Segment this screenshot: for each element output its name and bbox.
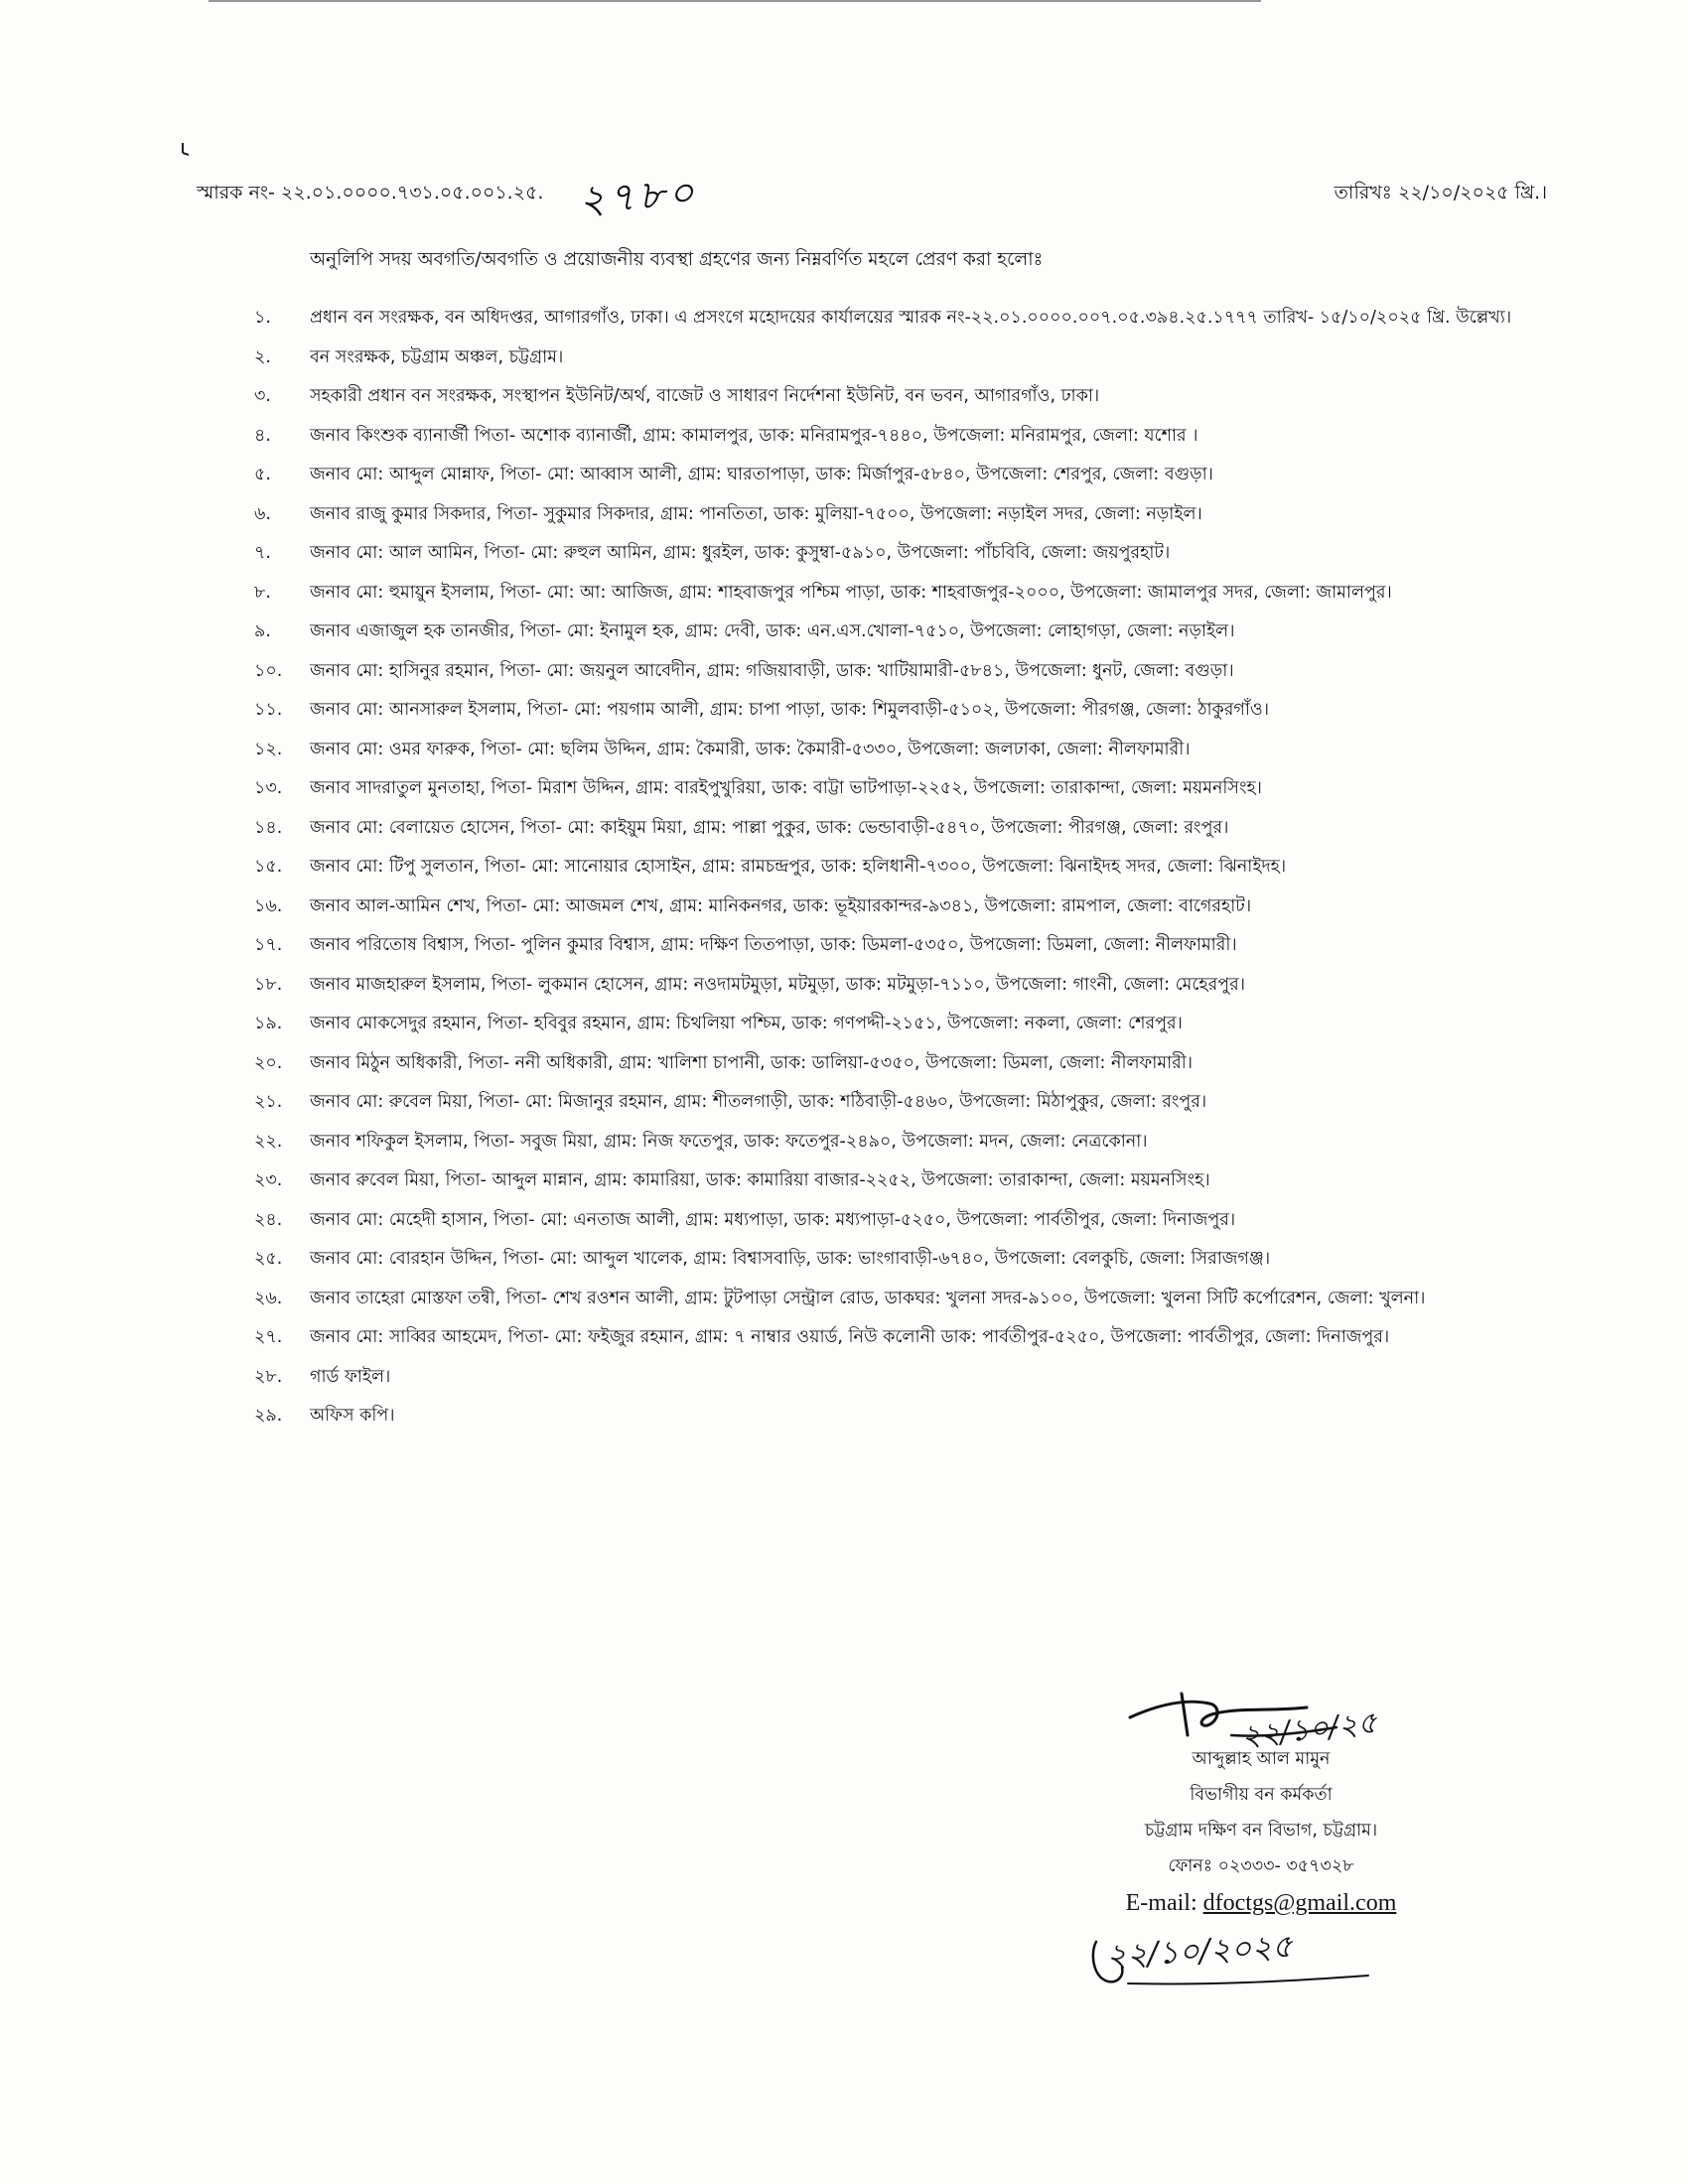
list-item-number: ৮. [254,582,271,603]
list-item-number: ১২. [254,739,283,759]
list-item [254,928,1531,964]
email-label: E-mail: [1125,1890,1197,1916]
list-item-text: জনাব মো: বেলায়েত হোসেন, পিতা- মো: কাইয়ুম মিয়া, গ্রাম: পাল্লা পুকুর, ডাক: ভেন্ডাবাড়ী-৫৪৭০, উপজেলা: পীরগঞ্জ, জেলা: রংপুর। [310,817,1229,838]
list-item [254,850,1531,886]
list-item-text: জনাব মো: রুবেল মিয়া, পিতা- মো: মিজানুর রহমান, গ্রাম: শীতলগাড়ী, ডাক: শঠিবাড়ী-৫৪৬০, উপজেলা: মিঠাপুকুর, জেলা: রংপুর। [310,1092,1207,1112]
memo-number: স্মারক নং- ২২.০১.০০০০.৭৩১.০৫.০০১.২৫. [197,182,544,204]
list-item [254,654,1531,690]
list-item [254,1046,1531,1082]
list-item-text: জনাব রাজু কুমার সিকদার, পিতা- সুকুমার সিকদার, গ্রাম: পানতিতা, ডাক: মুলিয়া-৭৫০০, উপজেলা: নড়াইল সদর, জেলা: নড়াইল। [310,503,1202,524]
list-item-number: ১৫. [254,857,283,877]
list-item-text: জনাব মো: আনসারুল ইসলাম, পিতা- মো: পয়গাম আলী, গ্রাম: চাপা পাড়া, ডাক: শিমুলবাড়ী-৫১০২, উপজেলা: পীরগঞ্জ, জেলা: ঠাকুরগাঁও। [310,700,1270,720]
list-item-number: ১১. [254,700,283,720]
list-item-number: ২৪. [254,1209,283,1230]
recipient-list [254,301,1531,1438]
list-item-text: গার্ড ফাইল। [310,1366,391,1387]
list-item-number: ২৭. [254,1327,283,1347]
list-item [254,811,1531,847]
signatory-designation: বিভাগীয় বন কর্মকর্তা [1190,1785,1333,1805]
list-item [254,576,1531,612]
list-item-text: জনাব এজাজুল হক তানজীর, পিতা- মো: ইনামুল হক, গ্রাম: দেবী, ডাক: এন.এস.খোলা-৭৫১০, উপজেলা: লোহাগড়া, জেলা: নড়াইল। [310,621,1235,641]
list-item-text: জনাব মো: হাসিনুর রহমান, পিতা- মো: জয়নুল আবেদীন, গ্রাম: গজিয়াবাড়ী, ডাক: খাটিয়ামারী-৫৮৪১, উপজেলা: ধুনট, জেলা: বগুড়া। [310,660,1234,681]
list-item-number: ২৫. [254,1249,283,1269]
list-item-text: অফিস কপি। [310,1406,395,1426]
scan-edge-mark [209,0,1261,8]
list-item [254,733,1531,768]
list-item-text: জনাব মো: ওমর ফারুক, পিতা- মো: ছলিম উদ্দিন, গ্রাম: কৈমারী, ডাক: কৈমারী-৫৩৩০, উপজেলা: জলঢাকা, জেলা: নীলফামারী। [310,739,1191,759]
list-item-number: ১৭. [254,935,283,955]
list-item-text: জনাব আল-আমিন শেখ, পিতা- মো: আজমল শেখ, গ্রাম: মানিকনগর, ডাক: ভূইয়ারকান্দর-৯৩৪১, উপজেলা: রামপাল, জেলা: বাগেরহাট। [310,895,1252,916]
list-item-text: জনাব মো: টিপু সুলতান, পিতা- মো: সানোয়ার হোসাইন, গ্রাম: রামচন্দ্রপুর, ডাক: হলিধানী-৭৩০০, উপজেলা: ঝিনাইদহ সদর, জেলা: ঝিনাইদহ। [310,857,1287,877]
list-item-number: ৬. [254,503,271,524]
list-item-number: ৭. [254,543,271,563]
list-item-text: প্রধান বন সংরক্ষক, বন অধিদপ্তর, আগারগাঁও, ঢাকা। এ প্রসংগে মহোদয়ের কার্যালয়ের স্মারক নং-২২.০১.০০০০.০০৭.০৫.৩৯৪.২৫.১৭৭৭ তারিখ- ১৫/১০/২০২৫ খ্রি. উল্লেখ্য। [310,308,1512,328]
list-item-text: জনাব কিংশুক ব্যানার্জী পিতা- অশোক ব্যানার্জী, গ্রাম: কামালপুর, ডাক: মনিরামপুর-৭৪৪০, উপজেলা: মনিরামপুর, জেলা: যশোর । [310,425,1198,446]
list-item-number: ১৩. [254,778,283,798]
list-item [254,1163,1531,1199]
list-item-text: জনাব মো: বোরহান উদ্দিন, পিতা- মো: আব্দুল খালেক, গ্রাম: বিশ্বাসবাড়ি, ডাক: ভাংগাবাড়ী-৬৭৪০, উপজেলা: বেলকুচি, জেলা: সিরাজগঞ্জ। [310,1249,1271,1269]
initial-date: ২২/১০/২০২৫ [1105,1927,1294,1975]
list-item [254,614,1531,650]
signatory-office: চট্টগ্রাম দক্ষিণ বন বিভাগ, চট্টগ্রাম। [1144,1821,1378,1841]
memo-header [197,165,1547,224]
list-item-text: জনাব মো: আল আমিন, পিতা- মো: রুহুল আমিন, গ্রাম: ধুরইল, ডাক: কুসুম্বা-৫৯১০, উপজেলা: পাঁচবিবি, জেলা: জয়পুরহাট। [310,543,1171,563]
list-item [254,771,1531,807]
list-item-text: জনাব সাদরাতুল মুনতাহা, পিতা- মিরাশ উদ্দিন, গ্রাম: বারইপুখুরিয়া, ডাক: বাট্টা ভাটপাড়া-২২৫২, উপজেলা: তারাকান্দা, জেলা: ময়মনসিংহ। [310,778,1262,798]
list-item [254,889,1531,925]
list-item-text: জনাব তাহেরা মোস্তফা তন্বী, পিতা- শেখ রওশন আলী, গ্রাম: টুটপাড়া সেন্ট্রাল রোড, ডাকঘর: খুলনা সদর-৯১০০, উপজেলা: খুলনা সিটি কর্পোরেশন, জেলা: খুলনা। [310,1288,1426,1308]
list-item-number: ২. [254,346,271,367]
list-item [254,1125,1531,1160]
list-item-number: ৯. [254,621,271,641]
list-item-number: ২৬. [254,1288,283,1308]
list-item-number: ১০. [254,660,283,681]
list-item [254,458,1531,493]
memo-handwritten-number: ২৭৮০ [577,169,700,224]
list-item [254,1007,1531,1042]
list-item-text: জনাব শফিকুল ইসলাম, পিতা- সবুজ মিয়া, গ্রাম: নিজ ফতেপুর, ডাক: ফতেপুর-২৪৯০, উপজেলা: মদন, জেলা: নেত্রকোনা। [310,1131,1148,1152]
list-item-number: ১. [254,308,271,328]
signatory-phone: ফোনঃ ০২৩৩৩- ৩৫৭৩২৮ [1168,1856,1354,1876]
list-item [254,1085,1531,1121]
list-item-number: ২৮. [254,1366,283,1387]
list-item-text: জনাব মাজহারুল ইসলাম, পিতা- লুকমান হোসেন, গ্রাম: নওদামটমুড়া, মটমুড়া, ডাক: মটমুড়া-৭১১০, উপজেলা: গাংনী, জেলা: মেহেরপুর। [310,974,1245,995]
signatory-name: আব্দুল্লাহ আল মামুন [1192,1749,1331,1769]
list-item-text: জনাব মো: হুমায়ুন ইসলাম, পিতা- মো: আ: আজিজ, গ্রাম: শাহবাজপুর পশ্চিম পাড়া, ডাক: শাহবাজপুর-২০০০, উপজেলা: জামালপুর সদর, জেলা: জামালপুর। [310,582,1392,603]
list-item-number: ৪. [254,425,271,446]
list-item [254,693,1531,729]
signature-block [1053,1678,1470,2015]
list-item [254,1360,1531,1396]
signatory-details [1053,1741,1470,1922]
list-item-number: ৫. [254,465,271,484]
list-item-text: জনাব মো: সাব্বির আহমেদ, পিতা- মো: ফইজুর রহমান, গ্রাম: ৭ নাম্বার ওয়ার্ড, নিউ কলোনী ডাক: পার্বতীপুর-৫২৫০, উপজেলা: পার্বতীপুর, জেলা: দিনাজপুর। [310,1327,1390,1347]
email-link[interactable]: dfoctgs@gmail.com [1202,1890,1397,1916]
list-item [254,1282,1531,1317]
list-item [254,1242,1531,1278]
list-item-number: ১৬. [254,895,283,916]
pen-mark-icon [179,139,203,163]
list-item-text: জনাব মিঠুন অধিকারী, পিতা- ননী অধিকারী, গ্রাম: খালিশা চাপানী, ডাক: ডালিয়া-৫৩৫০, উপজেলা: ডিমলা, জেলা: নীলফামারী। [310,1052,1194,1073]
list-item-text: জনাব রুবেল মিয়া, পিতা- আব্দুল মান্নান, গ্রাম: কামারিয়া, ডাক: কামারিয়া বাজার-২২৫২, উপজেলা: তারাকান্দা, জেলা: ময়মনসিংহ। [310,1170,1210,1190]
list-item [254,1203,1531,1239]
list-item-number: ২২. [254,1131,283,1152]
intro-text: অনুলিপি সদয় অবগতি/অবগতি ও প্রয়োজনীয় ব্যবস্থা গ্রহণের জন্য নিম্নবর্ণিত মহলে প্রেরণ করা হলোঃ [310,249,1044,270]
list-item [254,968,1531,1004]
list-item [254,497,1531,533]
signatory-email-line [1053,1884,1470,1922]
list-item-number: ৩. [254,386,271,406]
list-item-text: জনাব মো: আব্দুল মোন্নাফ, পিতা- মো: আব্বাস আলী, গ্রাম: ঘারতাপাড়া, ডাক: মির্জাপুর-৫৮৪০, উপজেলা: শেরপুর, জেলা: বগুড়া। [310,465,1213,484]
list-item-text: জনাব পরিতোষ বিশ্বাস, পিতা- পুলিন কুমার বিশ্বাস, গ্রাম: দক্ষিণ তিতপাড়া, ডাক: ডিমলা-৫৩৫০, উপজেলা: ডিমলা, জেলা: নীলফামারী। [310,935,1237,955]
list-item [254,1320,1531,1356]
list-item [254,301,1531,337]
list-item-number: ২৯. [254,1406,283,1426]
list-item-text: সহকারী প্রধান বন সংরক্ষক, সংস্থাপন ইউনিট/অর্থ, বাজেট ও সাধারণ নির্দেশনা ইউনিট, বন ভবন, আগারগাঁও, ঢাকা। [310,386,1100,406]
list-item [254,341,1531,376]
list-item-text: বন সংরক্ষক, চট্টগ্রাম অঞ্চল, চট্টগ্রাম। [310,346,564,367]
list-item-text: জনাব মো: মেহেদী হাসান, পিতা- মো: এনতাজ আলী, গ্রাম: মধ্যপাড়া, ডাক: মধ্যপাড়া-৫২৫০, উপজেলা: পার্বতীপুর, জেলা: দিনাজপুর। [310,1209,1236,1230]
signature-date: ২২/১০/২৫ [1239,1705,1379,1755]
list-item [254,379,1531,415]
list-item-number: ১৪. [254,817,283,838]
list-item-number: ১৮. [254,974,283,995]
list-item [254,1399,1531,1434]
list-item [254,419,1531,455]
list-item-number: ২৩. [254,1170,283,1190]
list-item-number: ২১. [254,1092,283,1112]
list-item-number: ২০. [254,1052,283,1073]
memo-date: তারিখঃ ২২/১০/২০২৫ খ্রি.। [1334,182,1547,204]
list-item-text: জনাব মোকসেদুর রহমান, পিতা- হবিবুর রহমান, গ্রাম: চিথলিয়া পশ্চিম, ডাক: গণপদ্দী-২১৫১, উপজেলা: নকলা, জেলা: শেরপুর। [310,1014,1183,1033]
list-item [254,536,1531,572]
list-item-number: ১৯. [254,1014,283,1033]
